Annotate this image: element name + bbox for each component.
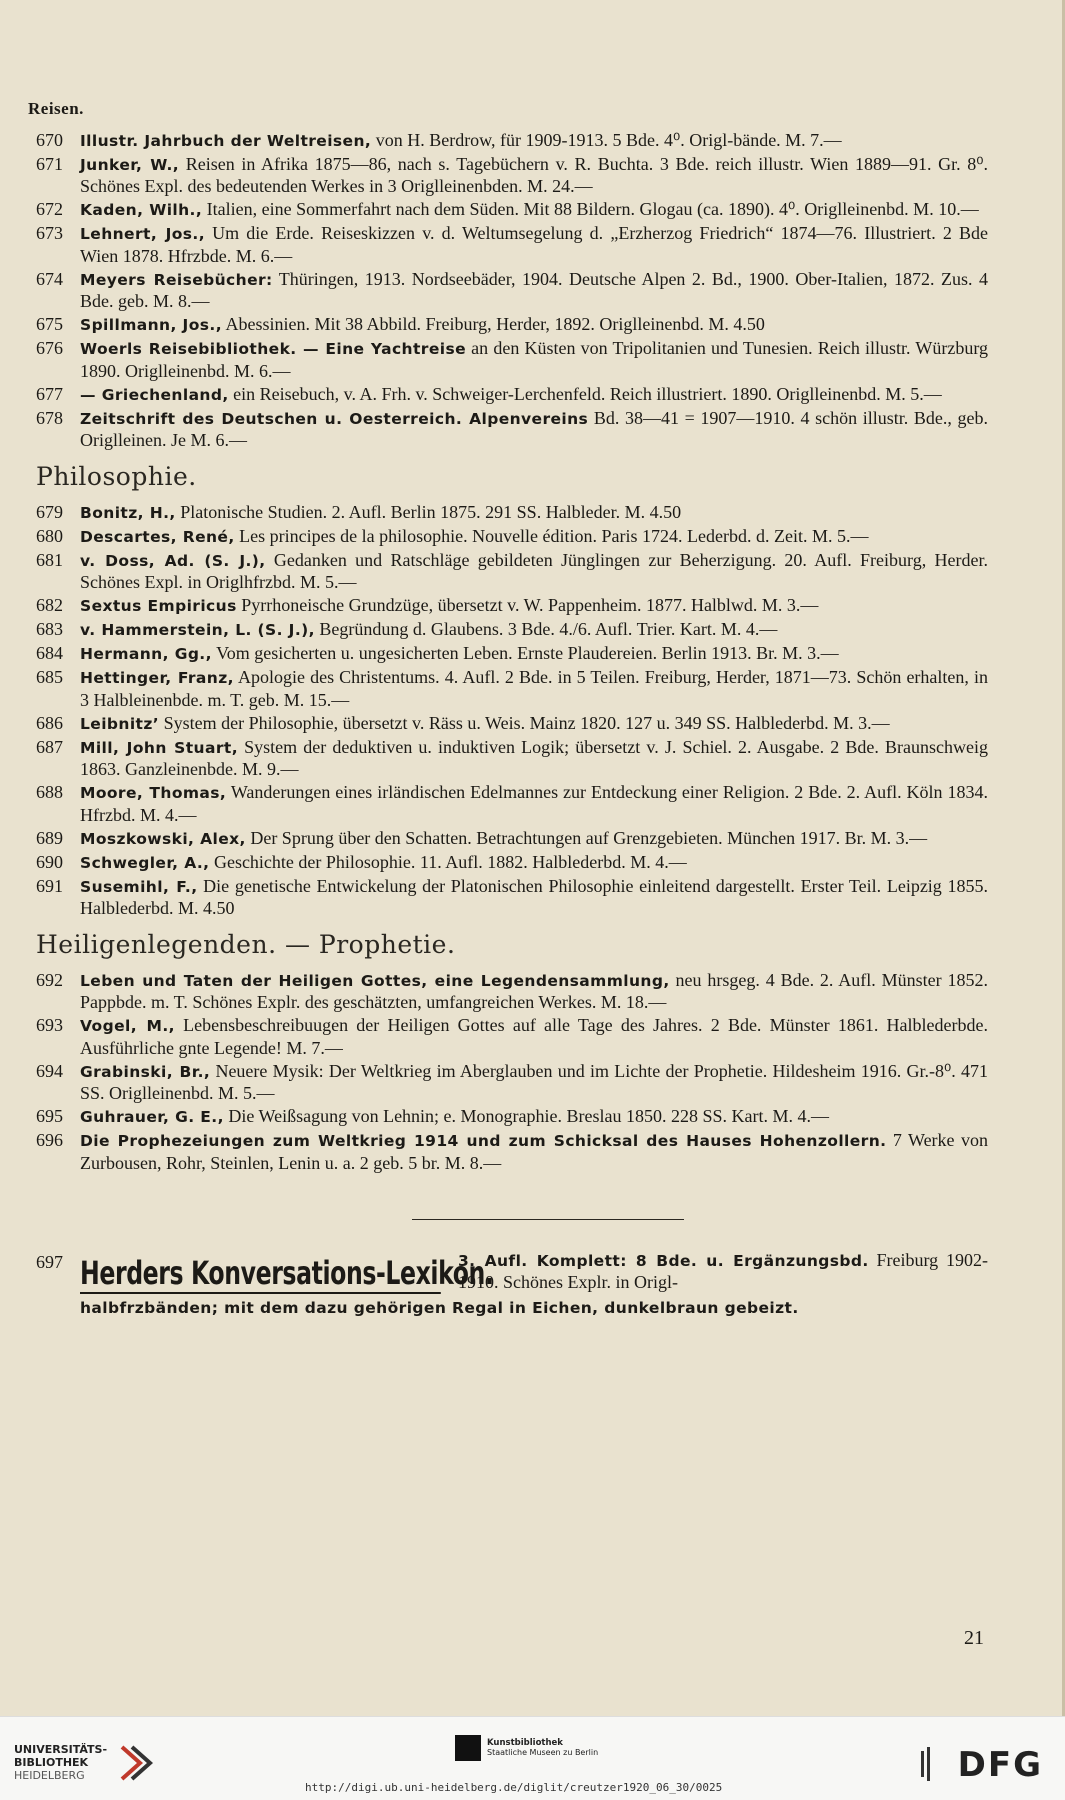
catalog-entry xyxy=(28,852,988,875)
entry-number: 687 xyxy=(36,736,63,757)
herder-title: Herders Konversations-Lexikon. xyxy=(80,1250,441,1294)
herder-entry xyxy=(28,1250,988,1294)
entry-body xyxy=(80,154,988,198)
entry-author: Woerls Reisebibliothek. — Eine Yachtreise xyxy=(80,340,467,359)
catalog-entry xyxy=(28,876,988,920)
entry-body xyxy=(80,384,988,407)
entry-number: 675 xyxy=(36,314,63,335)
entry-description: Die Weißsagung von Lehnin; e. Monographie. Breslau 1850. 228 SS. Kart. M. 4.— xyxy=(223,1106,830,1127)
entry-author: Vogel, M., xyxy=(80,1017,175,1036)
entry-number: 674 xyxy=(36,268,63,289)
catalog-content xyxy=(28,98,988,1319)
entry-author: Die Prophezeiungen zum Weltkrieg 1914 und zum Schicksal des Hauses Hohenzollern. xyxy=(80,1132,887,1151)
catalog-entry xyxy=(28,223,988,267)
entry-description: System der deduktiven u. induktiven Logik; übersetzt v. J. Schiel. 2. Ausgabe. 2 Bde. Braunschweig 1863. Ganzleinenbde. M. 9.— xyxy=(80,736,988,780)
entry-author: Zeitschrift des Deutschen u. Oesterreich. Alpenvereins xyxy=(80,409,589,428)
catalog-entry xyxy=(28,269,988,313)
entry-body xyxy=(80,852,988,875)
catalog-entry xyxy=(28,550,988,594)
entry-body xyxy=(80,314,988,337)
entry-description: Neuere Mysik: Der Weltkrieg im Aberglauben und im Lichte der Prophetie. Hildesheim 1916. Gr.-8⁰. 471 SS. Origlleinenbd. M. 5.— xyxy=(80,1060,988,1104)
herder-line2: halbfrzbänden; mit dem dazu gehörigen Regal in Eichen, dunkelbraun gebeizt. xyxy=(80,1298,799,1317)
entry-author: Moore, Thomas, xyxy=(80,784,227,803)
catalog-entry xyxy=(28,782,988,826)
entry-body xyxy=(80,667,988,711)
entry-body xyxy=(80,1106,988,1129)
entry-body xyxy=(80,876,988,920)
kb-title: Kunstbibliothek xyxy=(487,1738,563,1748)
entry-description: Begründung d. Glaubens. 3 Bde. 4./6. Aufl. Trier. Kart. M. 4.— xyxy=(314,619,778,640)
entry-description: Reisen in Afrika 1875—86, nach s. Tagebüchern v. R. Buchta. 3 Bde. reich illustr. Wien 1889—91. Gr. 8⁰. Schönes Expl. des bedeutenden Werkes in 3 Origlleinenbden. M. 24.— xyxy=(80,153,989,197)
entry-number: 680 xyxy=(36,525,63,546)
entry-body xyxy=(80,223,988,267)
entry-description: an den Küsten von Tripolitanien und Tunesien. Reich illustr. Würzburg 1890. Origlleinenbd. M. 6.— xyxy=(80,338,988,381)
herder-text: Freiburg 1902-1910. Schönes Explr. in Origl- xyxy=(458,1249,988,1293)
section-title-reisen: Reisen. xyxy=(28,99,84,118)
entries-heiligen xyxy=(28,970,988,1175)
catalog-entry xyxy=(28,502,988,525)
catalog-entry xyxy=(28,154,988,198)
entry-number: 676 xyxy=(36,338,63,359)
entry-author: Spillmann, Jos., xyxy=(80,316,222,335)
kunstbibliothek-icon xyxy=(455,1735,481,1761)
entry-author: Hermann, Gg., xyxy=(80,645,212,664)
entry-author: Descartes, René, xyxy=(80,527,235,546)
entry-body xyxy=(80,338,988,382)
catalog-entry xyxy=(28,338,988,382)
entry-body xyxy=(80,1061,988,1105)
catalog-entry xyxy=(28,1130,988,1174)
entry-description: Der Sprung über den Schatten. Betrachtungen auf Grenzgebieten. München 1917. Br. M. 3.— xyxy=(245,827,928,848)
entry-description: Die genetische Entwickelung der Platonischen Philosophie einleitend dargestellt. Erster Teil. Leipzig 1855. Halblederbd. M. 4.50 xyxy=(80,875,988,919)
dfg-logo[interactable]: DFG xyxy=(957,1745,1043,1785)
entry-description: Les principes de la philosophie. Nouvelle édition. Paris 1724. Lederbd. d. Zeit. M. 5.— xyxy=(234,525,869,546)
entry-number: 688 xyxy=(36,782,63,803)
entry-description: Platonische Studien. 2. Aufl. Berlin 1875. 291 SS. Halbleder. M. 4.50 xyxy=(175,501,682,522)
ub-line1: UNIVERSITÄTS- xyxy=(14,1743,108,1756)
entry-number: 683 xyxy=(36,619,63,640)
catalog-entry xyxy=(28,130,988,153)
entry-body xyxy=(80,782,988,826)
ub-emblem-icon xyxy=(118,1743,156,1783)
entry-body xyxy=(80,713,988,736)
entry-description: ein Reisebuch, v. A. Frh. v. Schweiger-Lerchenfeld. Reich illustriert. 1890. Origlleinenbd. M. 5.— xyxy=(228,383,942,404)
entry-number: 697 xyxy=(36,1251,63,1272)
entry-description: 7 Werke von Zurbousen, Rohr, Steinlen, Lenin u. a. 2 geb. 5 br. M. 8.— xyxy=(80,1130,988,1173)
catalog-entry xyxy=(28,1106,988,1129)
catalog-entry xyxy=(28,667,988,711)
entry-description: Thüringen, 1913. Nordseebäder, 1904. Deutsche Alpen 2. Bd., 1900. Ober-Italien, 1872. Zus. 4 Bde. geb. M. 8.— xyxy=(80,268,988,312)
entry-description: Vom gesicherten u. ungesicherten Leben. Ernste Plaudereien. Berlin 1913. Br. M. 3.— xyxy=(211,643,839,664)
section-title-philosophie: Philosophie. xyxy=(36,462,197,492)
entry-number: 681 xyxy=(36,549,63,570)
catalog-entry xyxy=(28,199,988,222)
entry-body xyxy=(80,408,988,452)
entry-number: 689 xyxy=(36,827,63,848)
entry-body xyxy=(80,970,988,1014)
entries-philosophie xyxy=(28,502,988,920)
page-number: 21 xyxy=(964,1627,984,1649)
entry-body xyxy=(80,619,988,642)
entry-body xyxy=(80,737,988,781)
entry-body xyxy=(80,130,988,153)
entry-description: Pyrrhoneische Grundzüge, übersetzt v. W. Pappenheim. 1877. Halblwd. M. 3.— xyxy=(236,595,819,616)
entry-body xyxy=(80,199,988,222)
entry-body xyxy=(80,502,988,525)
entry-number: 693 xyxy=(36,1015,63,1036)
entry-number: 672 xyxy=(36,199,63,220)
catalog-entry xyxy=(28,595,988,618)
entry-number: 695 xyxy=(36,1106,63,1127)
entry-number: 692 xyxy=(36,969,63,990)
entry-number: 691 xyxy=(36,875,63,896)
kunstbibliothek-logo[interactable] xyxy=(455,1735,598,1761)
catalog-entry xyxy=(28,737,988,781)
entries-reisen xyxy=(28,130,988,452)
section-title-heiligen: Heiligenlegenden. — Prophetie. xyxy=(36,930,456,959)
ub-line3: HEIDELBERG xyxy=(14,1769,85,1782)
entry-author: Meyers Reisebücher: xyxy=(80,270,273,289)
entry-number: 690 xyxy=(36,851,63,872)
entry-body xyxy=(80,269,988,313)
entry-author: — Griechenland, xyxy=(80,385,229,404)
herder-bold-text: 3. Aufl. Komplett: 8 Bde. u. Ergänzungsbd. xyxy=(458,1251,869,1270)
catalog-entry xyxy=(28,1015,988,1059)
entry-description: Gedanken und Ratschläge gebildeten Jünglingen zur Beherzigung. 20. Aufl. Freiburg, Herder. Schönes Expl. in Origlhfrzbd. M. 5.— xyxy=(80,549,988,593)
permalink-url[interactable]: http://digi.ub.uni-heidelberg.de/diglit/creutzer1920_06_30/0025 xyxy=(305,1781,723,1794)
entry-author: v. Doss, Ad. (S. J.), xyxy=(80,551,266,570)
entry-number: 678 xyxy=(36,407,63,428)
entry-description: Um die Erde. Reiseskizzen v. d. Weltumsegelung d. „Erzherzog Friedrich“ 1874—76. Illustriert. 2 Bde Wien 1878. Hfrzbde. M. 6.— xyxy=(80,223,988,266)
catalog-entry xyxy=(28,1061,988,1105)
entry-number: 694 xyxy=(36,1060,63,1081)
entry-author: Leibnitz’ xyxy=(80,714,160,733)
herder-details xyxy=(458,1250,988,1294)
entry-author: v. Hammerstein, L. (S. J.), xyxy=(80,621,315,640)
entry-author: Junker, W., xyxy=(80,155,180,174)
entry-author: Guhrauer, G. E., xyxy=(80,1108,224,1127)
entry-number: 673 xyxy=(36,223,63,244)
entry-author: Mill, John Stuart, xyxy=(80,738,238,757)
entry-author: Susemihl, F., xyxy=(80,877,198,896)
dfg-bars-icon xyxy=(921,1747,933,1781)
entry-body xyxy=(80,1015,988,1059)
entry-number: 682 xyxy=(36,595,63,616)
entry-number: 686 xyxy=(36,712,63,733)
entry-number: 670 xyxy=(36,129,63,150)
entry-description: Abessinien. Mit 38 Abbild. Freiburg, Herder, 1892. Origlleinenbd. M. 4.50 xyxy=(221,314,765,335)
entry-description: von H. Berdrow, für 1909-1913. 5 Bde. 4⁰. Origl-bände. M. 7.— xyxy=(371,129,842,150)
divider-rule xyxy=(412,1219,684,1220)
entry-description: Geschichte der Philosophie. 11. Aufl. 1882. Halblederbd. M. 4.— xyxy=(209,851,687,872)
entry-description: System der Philosophie, übersetzt v. Räss u. Weis. Mainz 1820. 127 u. 349 SS. Halblederbd. M. 3.— xyxy=(159,712,890,733)
entry-author: Moszkowski, Alex, xyxy=(80,829,246,848)
entry-author: Hettinger, Franz, xyxy=(80,669,234,688)
entry-author: Sextus Empiricus xyxy=(80,597,237,616)
catalog-entry xyxy=(28,643,988,666)
footer-bar xyxy=(0,1716,1065,1800)
entry-body xyxy=(80,526,988,549)
ub-heidelberg-logo[interactable] xyxy=(14,1743,107,1782)
entry-description: neu hrsgeg. 4 Bde. 2. Aufl. Münster 1852. Pappbde. m. T. Schönes Explr. des geschätzten, umfangreichen Werkes. M. 18.— xyxy=(80,969,989,1013)
entry-number: 685 xyxy=(36,667,63,688)
entry-author: Bonitz, H., xyxy=(80,503,176,522)
entry-body xyxy=(80,1130,988,1174)
catalog-entry xyxy=(28,408,988,452)
catalog-entry xyxy=(28,384,988,407)
entry-description: Wanderungen eines irländischen Edelmannes zur Entdeckung einer Religion. 2 Bde. 2. Aufl. Köln 1834. Hfrzbd. M. 4.— xyxy=(80,782,988,825)
ub-line2: BIBLIOTHEK xyxy=(14,1756,89,1769)
entry-author: Illustr. Jahrbuch der Weltreisen, xyxy=(80,131,372,150)
entry-description: Italien, eine Sommerfahrt nach dem Süden. Mit 88 Bildern. Glogau (ca. 1890). 4⁰. Origlleinenbd. M. 10.— xyxy=(202,199,979,220)
entry-author: Schwegler, A., xyxy=(80,853,210,872)
entry-description: Apologie des Christentums. 4. Aufl. 2 Bde. in 5 Teilen. Freiburg, Herder, 1871—73. Schön erhalten, in 3 Halbleinenbde. m. T. geb. M. 15.— xyxy=(80,667,988,710)
entry-number: 684 xyxy=(36,643,63,664)
entry-body xyxy=(80,643,988,666)
entry-number: 671 xyxy=(36,153,63,174)
catalog-entry xyxy=(28,713,988,736)
kb-subtitle: Staatliche Museen zu Berlin xyxy=(487,1748,599,1757)
entry-number: 696 xyxy=(36,1130,63,1151)
entry-description: Bd. 38—41 = 1907—1910. 4 schön illustr. Bde., geb. Origlleinen. Je M. 6.— xyxy=(80,407,989,451)
entry-author: Leben und Taten der Heiligen Gottes, eine Legendensammlung, xyxy=(80,971,670,990)
entry-author: Grabinski, Br., xyxy=(80,1062,211,1081)
entry-author: Lehnert, Jos., xyxy=(80,225,205,244)
entry-body xyxy=(80,828,988,851)
entry-body xyxy=(80,550,988,594)
catalog-entry xyxy=(28,526,988,549)
catalog-entry xyxy=(28,828,988,851)
entry-description: Lebensbeschreibuugen der Heiligen Gottes auf alle Tage des Jahres. 2 Bde. Münster 1861. Halblederbde. Ausführliche gnte Legende! M. 7.— xyxy=(80,1015,989,1058)
entry-body xyxy=(80,595,988,618)
catalog-entry xyxy=(28,619,988,642)
catalog-entry xyxy=(28,970,988,1014)
entry-number: 677 xyxy=(36,383,63,404)
catalog-entry xyxy=(28,314,988,337)
entry-number: 679 xyxy=(36,501,63,522)
entry-author: Kaden, Wilh., xyxy=(80,201,203,220)
